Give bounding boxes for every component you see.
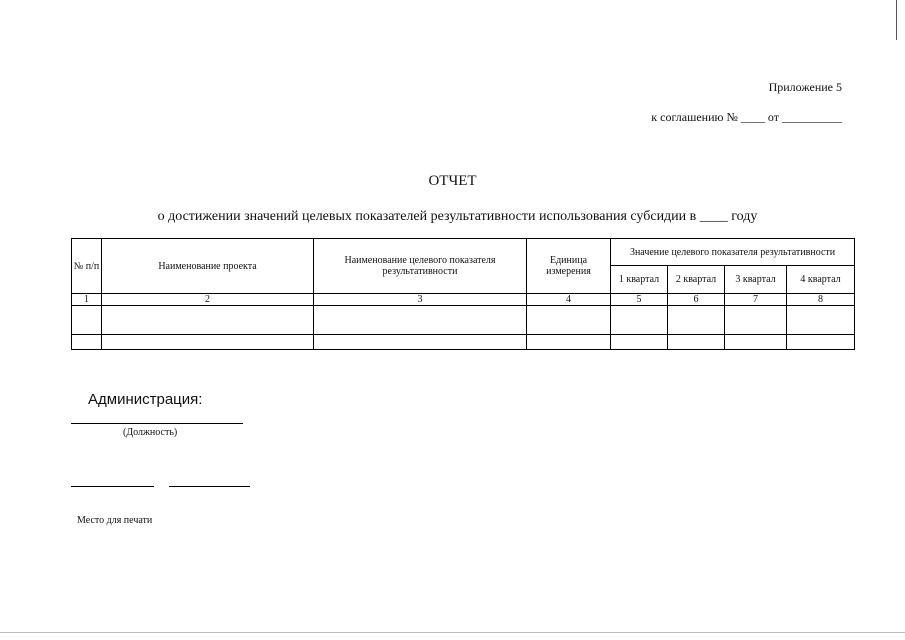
appendix-label: Приложение 5: [768, 80, 842, 94]
organization-label: Администрация:: [88, 391, 203, 408]
table-cell[interactable]: [668, 335, 725, 350]
table-cell[interactable]: [314, 306, 527, 335]
stamp-place-label: Место для печати: [77, 515, 153, 526]
column-number: 3: [314, 294, 527, 306]
column-number: 7: [725, 294, 787, 306]
column-number: 5: [611, 294, 668, 306]
table-cell[interactable]: [527, 306, 611, 335]
header-q2: 2 квартал: [668, 266, 725, 294]
header-unit: Единица измерения: [527, 239, 611, 294]
table-cell[interactable]: [611, 335, 668, 350]
table-cell[interactable]: [668, 306, 725, 335]
position-signature-line[interactable]: [71, 423, 243, 424]
column-number: 4: [527, 294, 611, 306]
table-cell[interactable]: [72, 335, 102, 350]
table-cell[interactable]: [611, 306, 668, 335]
name-line[interactable]: [169, 486, 250, 487]
table-cell[interactable]: [787, 335, 855, 350]
table-cell[interactable]: [527, 335, 611, 350]
column-number: 1: [72, 294, 102, 306]
table-cell[interactable]: [102, 306, 314, 335]
table-row: [72, 335, 855, 350]
signature-line[interactable]: [71, 486, 154, 487]
table-cell[interactable]: [72, 306, 102, 335]
header-q1: 1 квартал: [611, 266, 668, 294]
column-number: 8: [787, 294, 855, 306]
table-cell[interactable]: [725, 335, 787, 350]
table-cell[interactable]: [102, 335, 314, 350]
table-cell[interactable]: [725, 306, 787, 335]
column-number: 6: [668, 294, 725, 306]
table-cell[interactable]: [787, 306, 855, 335]
scan-edge-mark: [896, 0, 897, 40]
header-q3: 3 квартал: [725, 266, 787, 294]
table-row: [72, 306, 855, 335]
header-number: № п/п: [72, 239, 102, 294]
header-q4: 4 квартал: [787, 266, 855, 294]
report-subtitle: о достижении значений целевых показателей результативности использования субсидии в ____ году: [157, 209, 758, 224]
position-label: (Должность): [123, 427, 178, 438]
column-number: 2: [102, 294, 314, 306]
report-title: ОТЧЕТ: [428, 173, 477, 189]
header-value-group: Значение целевого показателя результативности: [611, 239, 855, 266]
header-indicator: Наименование целевого показателя результативности: [314, 239, 527, 294]
table-cell[interactable]: [314, 335, 527, 350]
scan-edge-line: [0, 632, 905, 633]
column-number-row: [72, 294, 855, 306]
header-project: Наименование проекта: [102, 239, 314, 294]
agreement-reference: к соглашению № ____ от __________: [651, 110, 842, 124]
report-table: [71, 238, 855, 350]
